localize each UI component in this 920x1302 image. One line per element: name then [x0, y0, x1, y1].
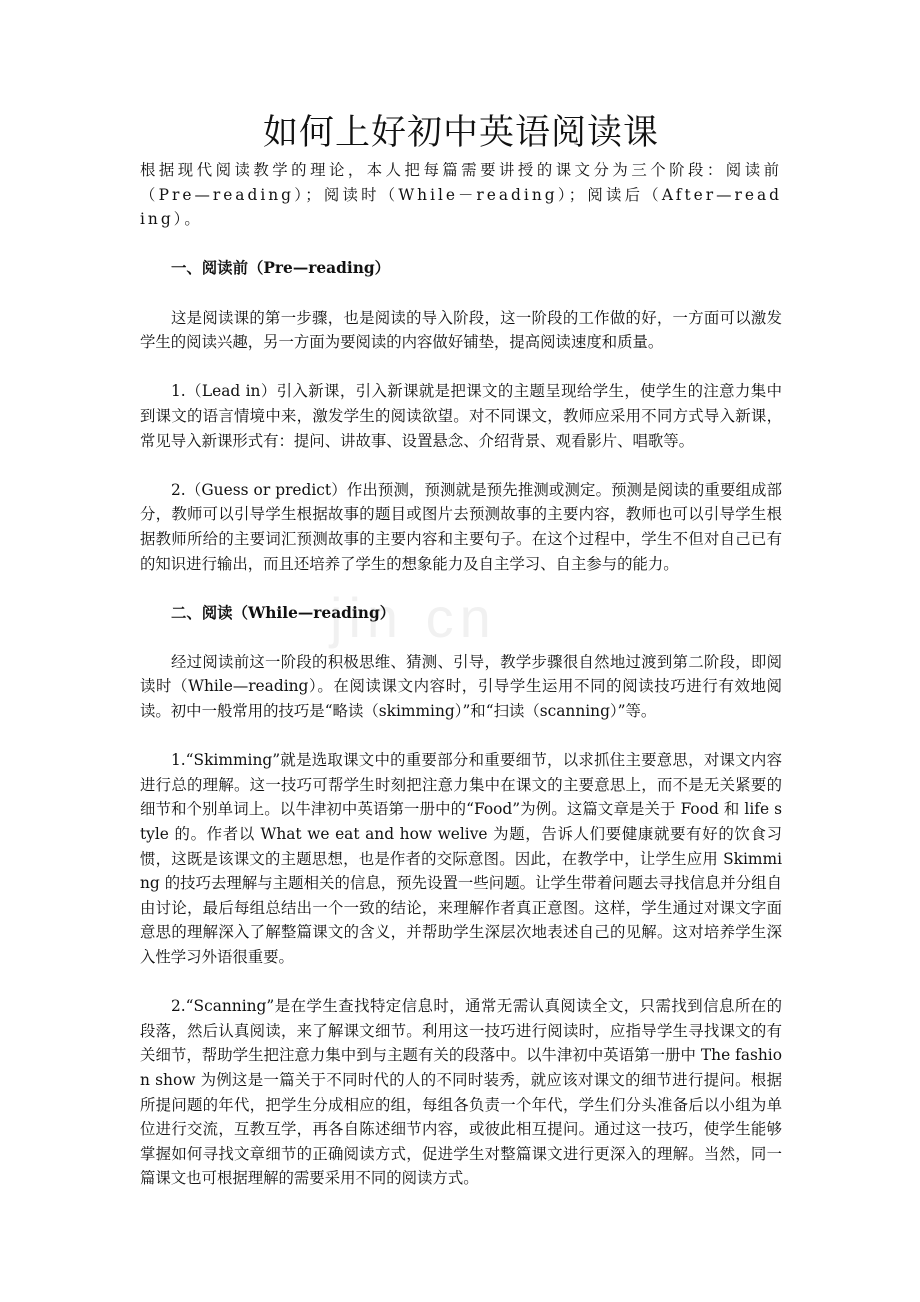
spacer — [140, 576, 782, 601]
spacer — [140, 281, 782, 306]
spacer — [140, 355, 782, 380]
section-2-item-1: 1.“Skimming”就是选取课文中的重要部分和重要细节，以求抓住主要意思，对课文内容进行总的理解。这一技巧可帮学生时刻把注意力集中在课文的主要意思上，而不是无关紧要的细节和个别单词上。以牛津初中英语第一册中的“Food”为例。这篇文章是关于 Food 和 life style 的。作者以 What we eat and how welive 为题，告诉人们要健康就要有好的饮食习惯，这既是该课文的主题思想，也是作者的交际意图。因此，在教学中，让学生应用 Skimming 的技巧去理解与主题相关的信息，预先设置一些问题。让学生带着问题去寻找信息并分组自由讨论，最后每组总结出一个一致的结论，来理解作者真正意图。这样，学生通过对课文字面意思的理解深入了解整篇课文的含义，并帮助学生深层次地表述自己的见解。这对培养学生深入性学习外语很重要。 — [140, 751, 782, 966]
section-1-paragraph: 这是阅读课的第一步骤，也是阅读的导入阶段，这一阶段的工作做的好，一方面可以激发学生的阅读兴趣，另一方面为要阅读的内容做好铺垫，提高阅读速度和质量。 — [140, 308, 782, 352]
spacer — [140, 970, 782, 995]
section-1-item-1: 1.（Lead in）引入新课，引入新课就是把课文的主题呈现给学生，使学生的注意力集中到课文的语言情境中来，激发学生的阅读欲望。对不同课文，教师应采用不同方式导入新课，常见导入新课形式有：提问、讲故事、设置悬念、介绍背景、观看影片、唱歌等。 — [140, 382, 782, 450]
section-2-paragraph: 经过阅读前这一阶段的积极思维、猜测、引导，教学步骤很自然地过渡到第二阶段，即阅读时（While—reading）。在阅读课文内容时，引导学生运用不同的阅读技巧进行有效地阅读。初中一般常用的技巧是“略读（skimming）”和“扫读（scanning）”等。 — [140, 652, 782, 721]
spacer — [140, 724, 782, 749]
spacer — [140, 232, 782, 257]
section-1-heading: 一、阅读前（Pre—reading） — [171, 259, 391, 278]
watermark: jin cn — [330, 586, 497, 649]
section-2-item-2: 2.“Scanning”是在学生查找特定信息时，通常无需认真阅读全文，只需找到信息所在的段落，然后认真阅读，来了解课文细节。利用这一技巧进行阅读时，应指导学生寻找课文的有关细节，帮助学生把注意力集中到与主题有关的段落中。以牛津初中英语第一册中 The fashion show 为例这是一篇关于不同时代的人的不同时装秀，就应该对课文的细节进行提问。根据所提问题的年代，把学生分成相应的组，每组各负责一个年代，学生们分头准备后以小组为单位进行交流，互教互学，再各自陈述细节内容，或彼此相互提问。通过这一技巧，使学生能够掌握如何寻找文章细节的正确阅读方式，促进学生对整篇课文进行更深入的理解。当然，同一篇课文也可根据理解的需要采用不同的阅读方式。 — [140, 997, 782, 1188]
document-title: 如何上好初中英语阅读课 — [262, 113, 659, 153]
section-2-heading: 二、阅读（While—reading） — [171, 603, 396, 622]
intro-paragraph: 根据现代阅读教学的理论，本人把每篇需要讲授的课文分为三个阶段：阅读前（Pre—reading）；阅读时（While－reading）；阅读后（After—reading）。 — [140, 161, 782, 229]
document-page — [140, 108, 782, 1191]
spacer — [140, 625, 782, 650]
spacer — [140, 453, 782, 478]
section-1-item-2: 2.（Guess or predict）作出预测，预测就是预先推测或测定。预测是阅读的重要组成部分，教师可以引导学生根据故事的题目或图片去预测故事的主要内容，教师也可以引导学生根据教师所给的主要词汇预测故事的主要内容和主要句子。在这个过程中，学生不但对自己已有的知识进行输出，而且还培养了学生的想象能力及自主学习、自主参与的能力。 — [140, 480, 782, 573]
